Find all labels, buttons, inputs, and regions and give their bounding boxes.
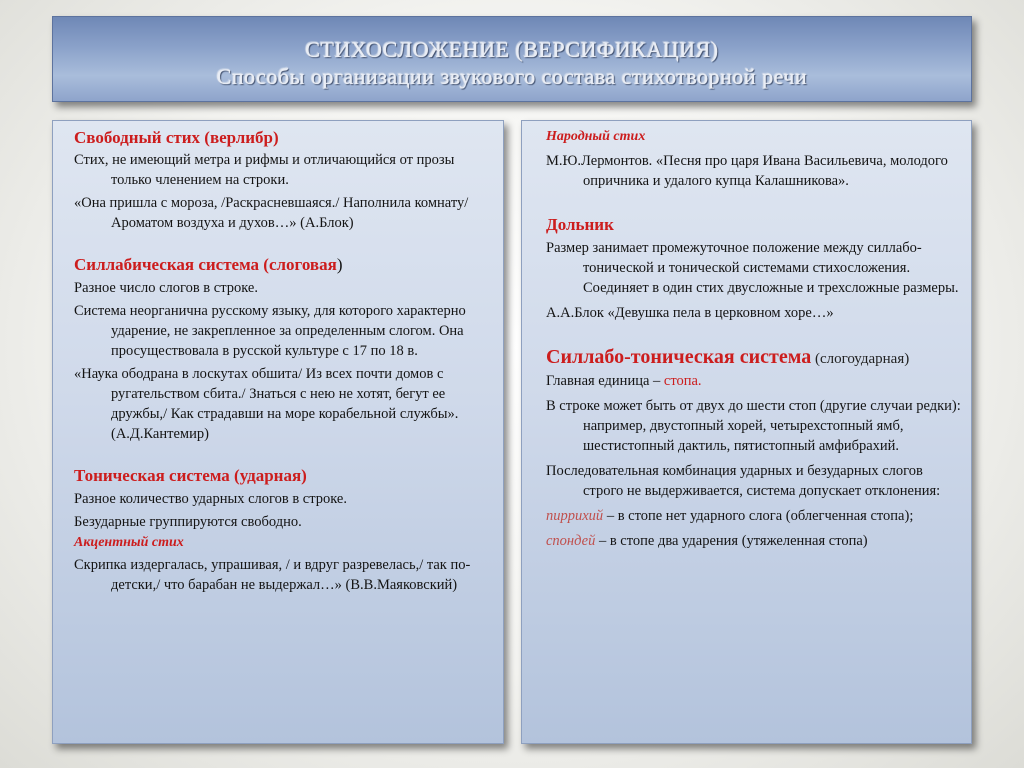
accent-verse-subtitle: Акцентный стих (74, 535, 184, 550)
free-verse-definition: Стих, не имеющий метра и рифмы и отличающийся от прозы только членением на строки. (74, 152, 455, 188)
title-banner (52, 16, 972, 102)
section-title-dolnik: Дольник (546, 215, 614, 234)
section-title-tonic: Тоническая система (ударная) (74, 466, 307, 485)
syllabo-tonic-deviations: Последовательная комбинация ударных и безударных слогов строго не выдерживается, система допускает отклонения: (546, 463, 941, 499)
unit-text: Главная единица – (546, 373, 664, 389)
tonic-text-2: Безударные группируются свободно. (74, 514, 302, 530)
syllabic-title-paren: ) (336, 255, 343, 274)
spondee-definition (546, 531, 963, 551)
dolnik-definition: Размер занимает промежуточное положение между силлабо-тонической и тонической системами стихосложения. Соединяет в один стих двусложные и трехсложные размеры. (546, 240, 959, 296)
folk-verse-subtitle: Народный стих (546, 129, 646, 144)
syllabic-example: «Наука ободрана в лоскутах обшита/ Из всех почти домов с ругательством сбита./ Знаться с нею не хотят, бегут ее дружбы,/ Как страдавши на море корабельной службы». (А.Д.Кантемир) (74, 366, 459, 442)
folk-verse-example: М.Ю.Лермонтов. «Песня про царя Ивана Васильевича, молодого опричника и удалого купца Калашникова». (546, 153, 948, 189)
dolnik-example: А.А.Блок «Девушка пела в церковном хоре…» (546, 305, 834, 321)
pyrrhic-term: пиррихий (546, 508, 604, 524)
syllabo-tonic-title-note: (слогоударная) (811, 351, 910, 367)
syllabic-title-text: Силлабическая система (слоговая (74, 255, 337, 274)
spondee-term: спондей (546, 533, 596, 549)
tonic-text-1: Разное количество ударных слогов в строке. (74, 491, 347, 507)
syllabic-text-1: Разное число слогов в строке. (74, 280, 258, 296)
syllabo-tonic-unit (546, 371, 963, 391)
spondee-text: – в стопе два ударения (утяжеленная стопа) (595, 533, 868, 549)
section-title-syllabic (74, 254, 493, 275)
syllabic-text-2: Система неорганична русскому языку, для которого характерно ударение, не закрепленное за определенным слогом. Она просуществовала в русской культуре с 17 по 18 в. (74, 303, 466, 359)
section-title-syllabo-tonic (546, 345, 963, 369)
page-subtitle: Способы организации звукового состава стихотворной речи (216, 64, 808, 89)
syllabo-tonic-feet: В строке может быть от двух до шести стоп (другие случаи редки): например, двустопный хорей, четырехстопный ямб, шестистопный дактиль, пятистопный амфибрахий. (546, 398, 961, 454)
pyrrhic-definition (546, 506, 963, 526)
pyrrhic-text: – в стопе нет ударного слога (облегченная стопа); (603, 508, 914, 524)
syllabo-tonic-title-text: Силлабо-тоническая система (546, 346, 812, 368)
page-title: СТИХОСЛОЖЕНИЕ (ВЕРСИФИКАЦИЯ) (305, 37, 719, 62)
accent-verse-example: Скрипка издергалась, упрашивая, / и вдруг разревелась,/ так по-детски,/ что барабан не выдержал…» (В.В.Маяковский) (74, 557, 471, 593)
free-verse-example: «Она пришла с мороза, /Раскрасневшаяся./ Наполнила комнату/ Ароматом воздуха и духов…» (А.Блок) (74, 195, 469, 231)
section-title-free-verse: Свободный стих (верлибр) (74, 128, 279, 147)
left-panel (52, 120, 504, 744)
right-panel (521, 120, 972, 744)
unit-term: стопа. (663, 373, 702, 389)
